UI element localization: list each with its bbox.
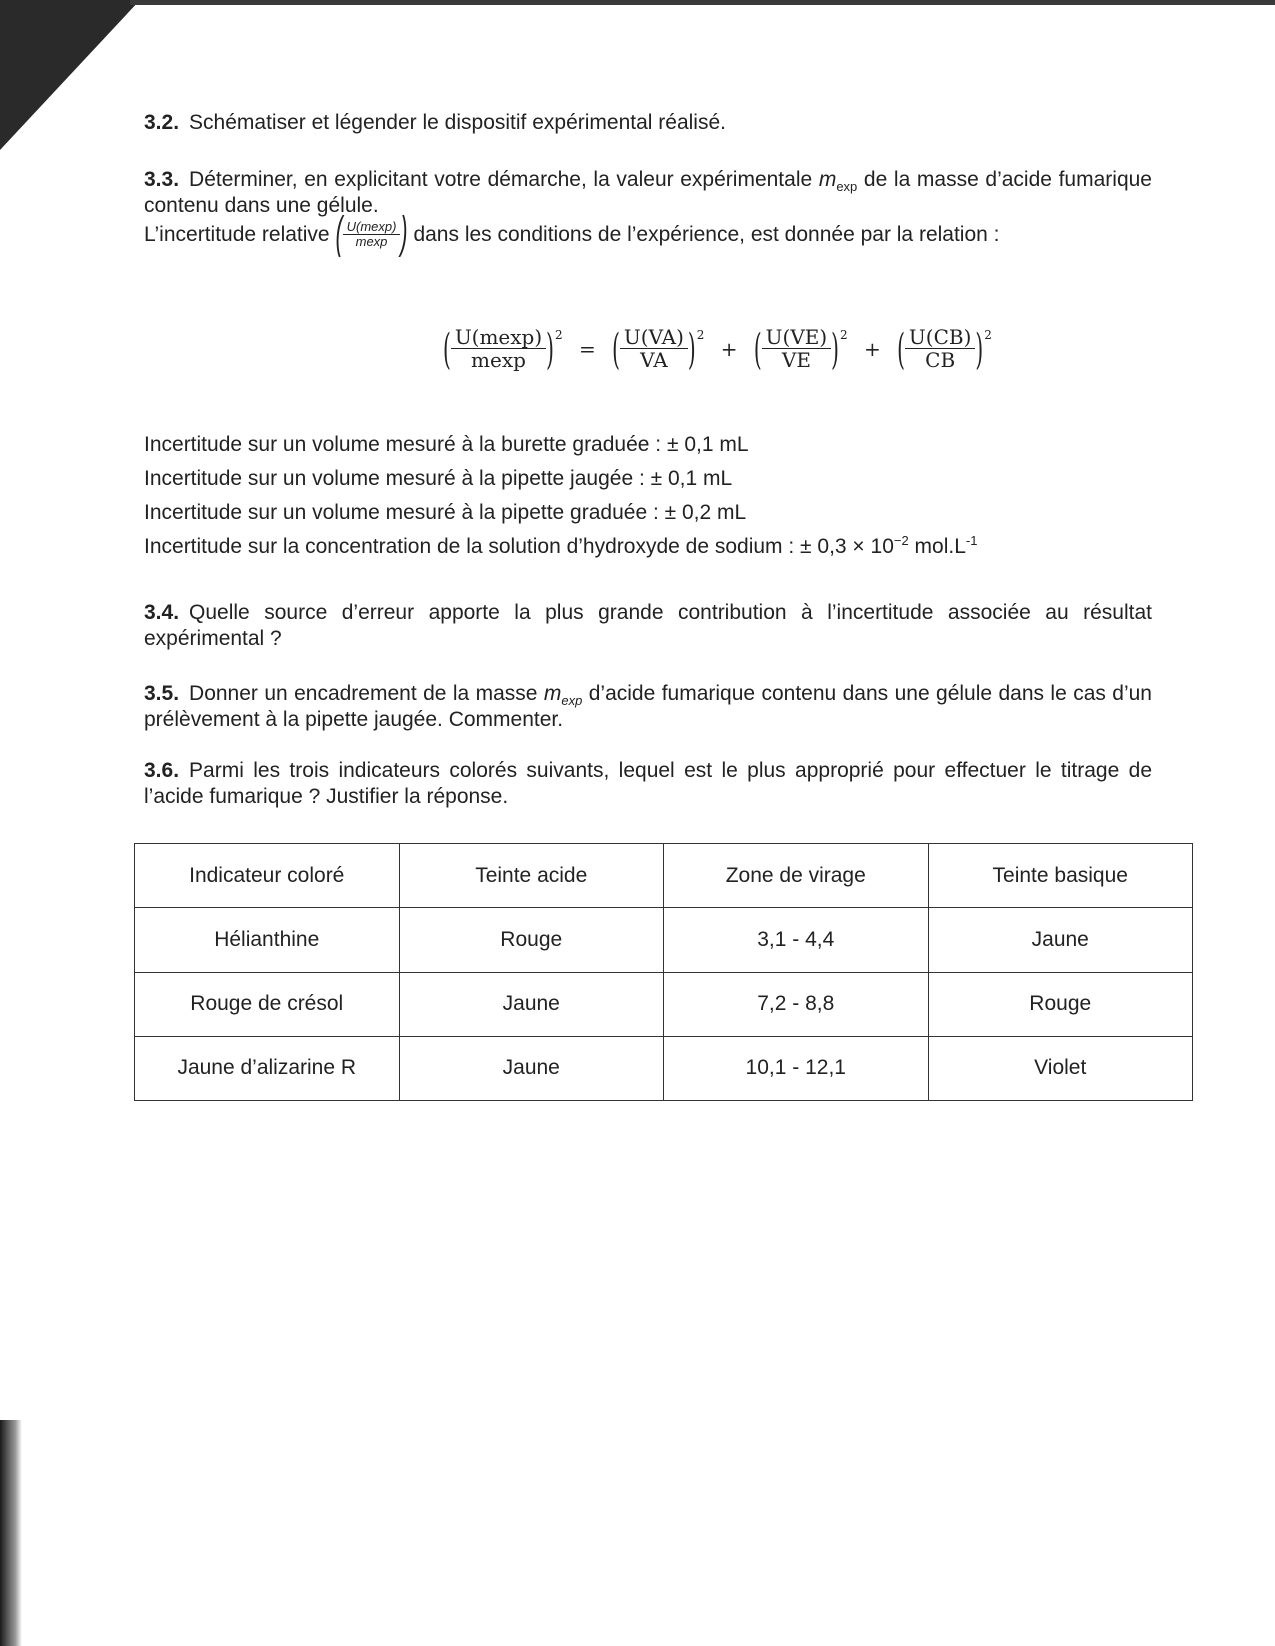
table-cell: 10,1 - 12,1 — [664, 1036, 929, 1100]
formula-term-m: ( $\frac{U(mexp)}{mexp}$ ) 2 — [443, 323, 563, 374]
table-cell: Violet — [928, 1036, 1193, 1100]
question-3-6: 3.6. Parmi les trois indicateurs colorés suivants, lequel est le plus approprié pour effectuer le titrage de l’acide fumarique ? Justifier la réponse. — [144, 759, 1152, 808]
table-header-cell: Teinte basique — [928, 844, 1193, 908]
question-3-3: 3.3. Déterminer, en explicitant votre démarche, la valeur expérimentale $m_{exp}$ de la masse d’acide fumarique contenu dans une gélule. — [144, 168, 1152, 217]
uncertainty-concentration: Incertitude sur la concentration de la solution d’hydroxyde de sodium : ± $0,3 \times 10^{-2}$ $mol.L^{-1}$ — [144, 533, 978, 558]
indicators-table — [134, 843, 1193, 1101]
scan-top-edge — [130, 0, 1275, 5]
table-cell: Jaune — [928, 908, 1193, 972]
question-3-5: 3.5. Donner un encadrement de la masse $m_{exp}$ d’acide fumarique contenu dans une gélule dans le cas d’un prélèvement à la pipette jaugée. Commenter. — [144, 682, 1152, 731]
table-header-cell: Zone de virage — [664, 844, 929, 908]
uncertainty-pipette-jaugee: Incertitude sur un volume mesuré à la pipette jaugée : ± 0,1 mL — [144, 467, 733, 490]
question-3-4: 3.4. Quelle source d’erreur apporte la plus grande contribution à l’incertitude associée au résultat expérimental ? — [144, 601, 1152, 650]
question-3-2: 3.2. Schématiser et légender le dispositif expérimental réalisé. — [144, 111, 726, 134]
table-cell: Jaune — [399, 972, 664, 1036]
formula-term-cb: ( $\frac{U(CB)}{CB}$ ) 2 — [897, 323, 992, 374]
table-cell: Hélianthine — [135, 908, 400, 972]
table-row — [135, 908, 1193, 972]
table-row — [135, 972, 1193, 1036]
table-cell: 3,1 - 4,4 — [664, 908, 929, 972]
uncertainty-burette: Incertitude sur un volume mesuré à la burette graduée : ± 0,1 mL — [144, 433, 749, 456]
table-row — [135, 1036, 1193, 1100]
formula-term-ve: ( $\frac{U(VE)}{VE}$ ) 2 — [753, 323, 848, 374]
uncertainty-formula: ( $\frac{U(mexp)}{mexp}$ ) 2 = ( $\frac{U(VA)}{VA}$ ) 2 + ( $\frac{U(VE)}{VE}$ ) 2 + ( $\frac{U(CB)}{CB}$ ) 2 — [443, 323, 992, 374]
relative-uncertainty-line: L’incertitude relative ( $\frac{U(mexp)}{mexp}$ ) dans les conditions de l’expérience, est donnée par la relation : — [144, 209, 1000, 258]
table-header-cell: Indicateur coloré — [135, 844, 400, 908]
table-cell: Rouge de crésol — [135, 972, 400, 1036]
table-cell: Rouge — [928, 972, 1193, 1036]
relative-uncertainty-fraction: ( $\frac{U(mexp)}{mexp}$ ) — [335, 209, 408, 258]
scan-left-shadow — [0, 1420, 22, 1646]
scan-corner-shadow — [0, 0, 140, 150]
table-cell: Rouge — [399, 908, 664, 972]
uncertainty-pipette-graduee: Incertitude sur un volume mesuré à la pipette graduée : ± 0,2 mL — [144, 501, 747, 524]
formula-term-va: ( $\frac{U(VA)}{VA}$ ) 2 — [612, 323, 705, 374]
table-header-row — [135, 844, 1193, 908]
table-cell: Jaune d’alizarine R — [135, 1036, 400, 1100]
table-header-cell: Teinte acide — [399, 844, 664, 908]
table-cell: 7,2 - 8,8 — [664, 972, 929, 1036]
table-cell: Jaune — [399, 1036, 664, 1100]
